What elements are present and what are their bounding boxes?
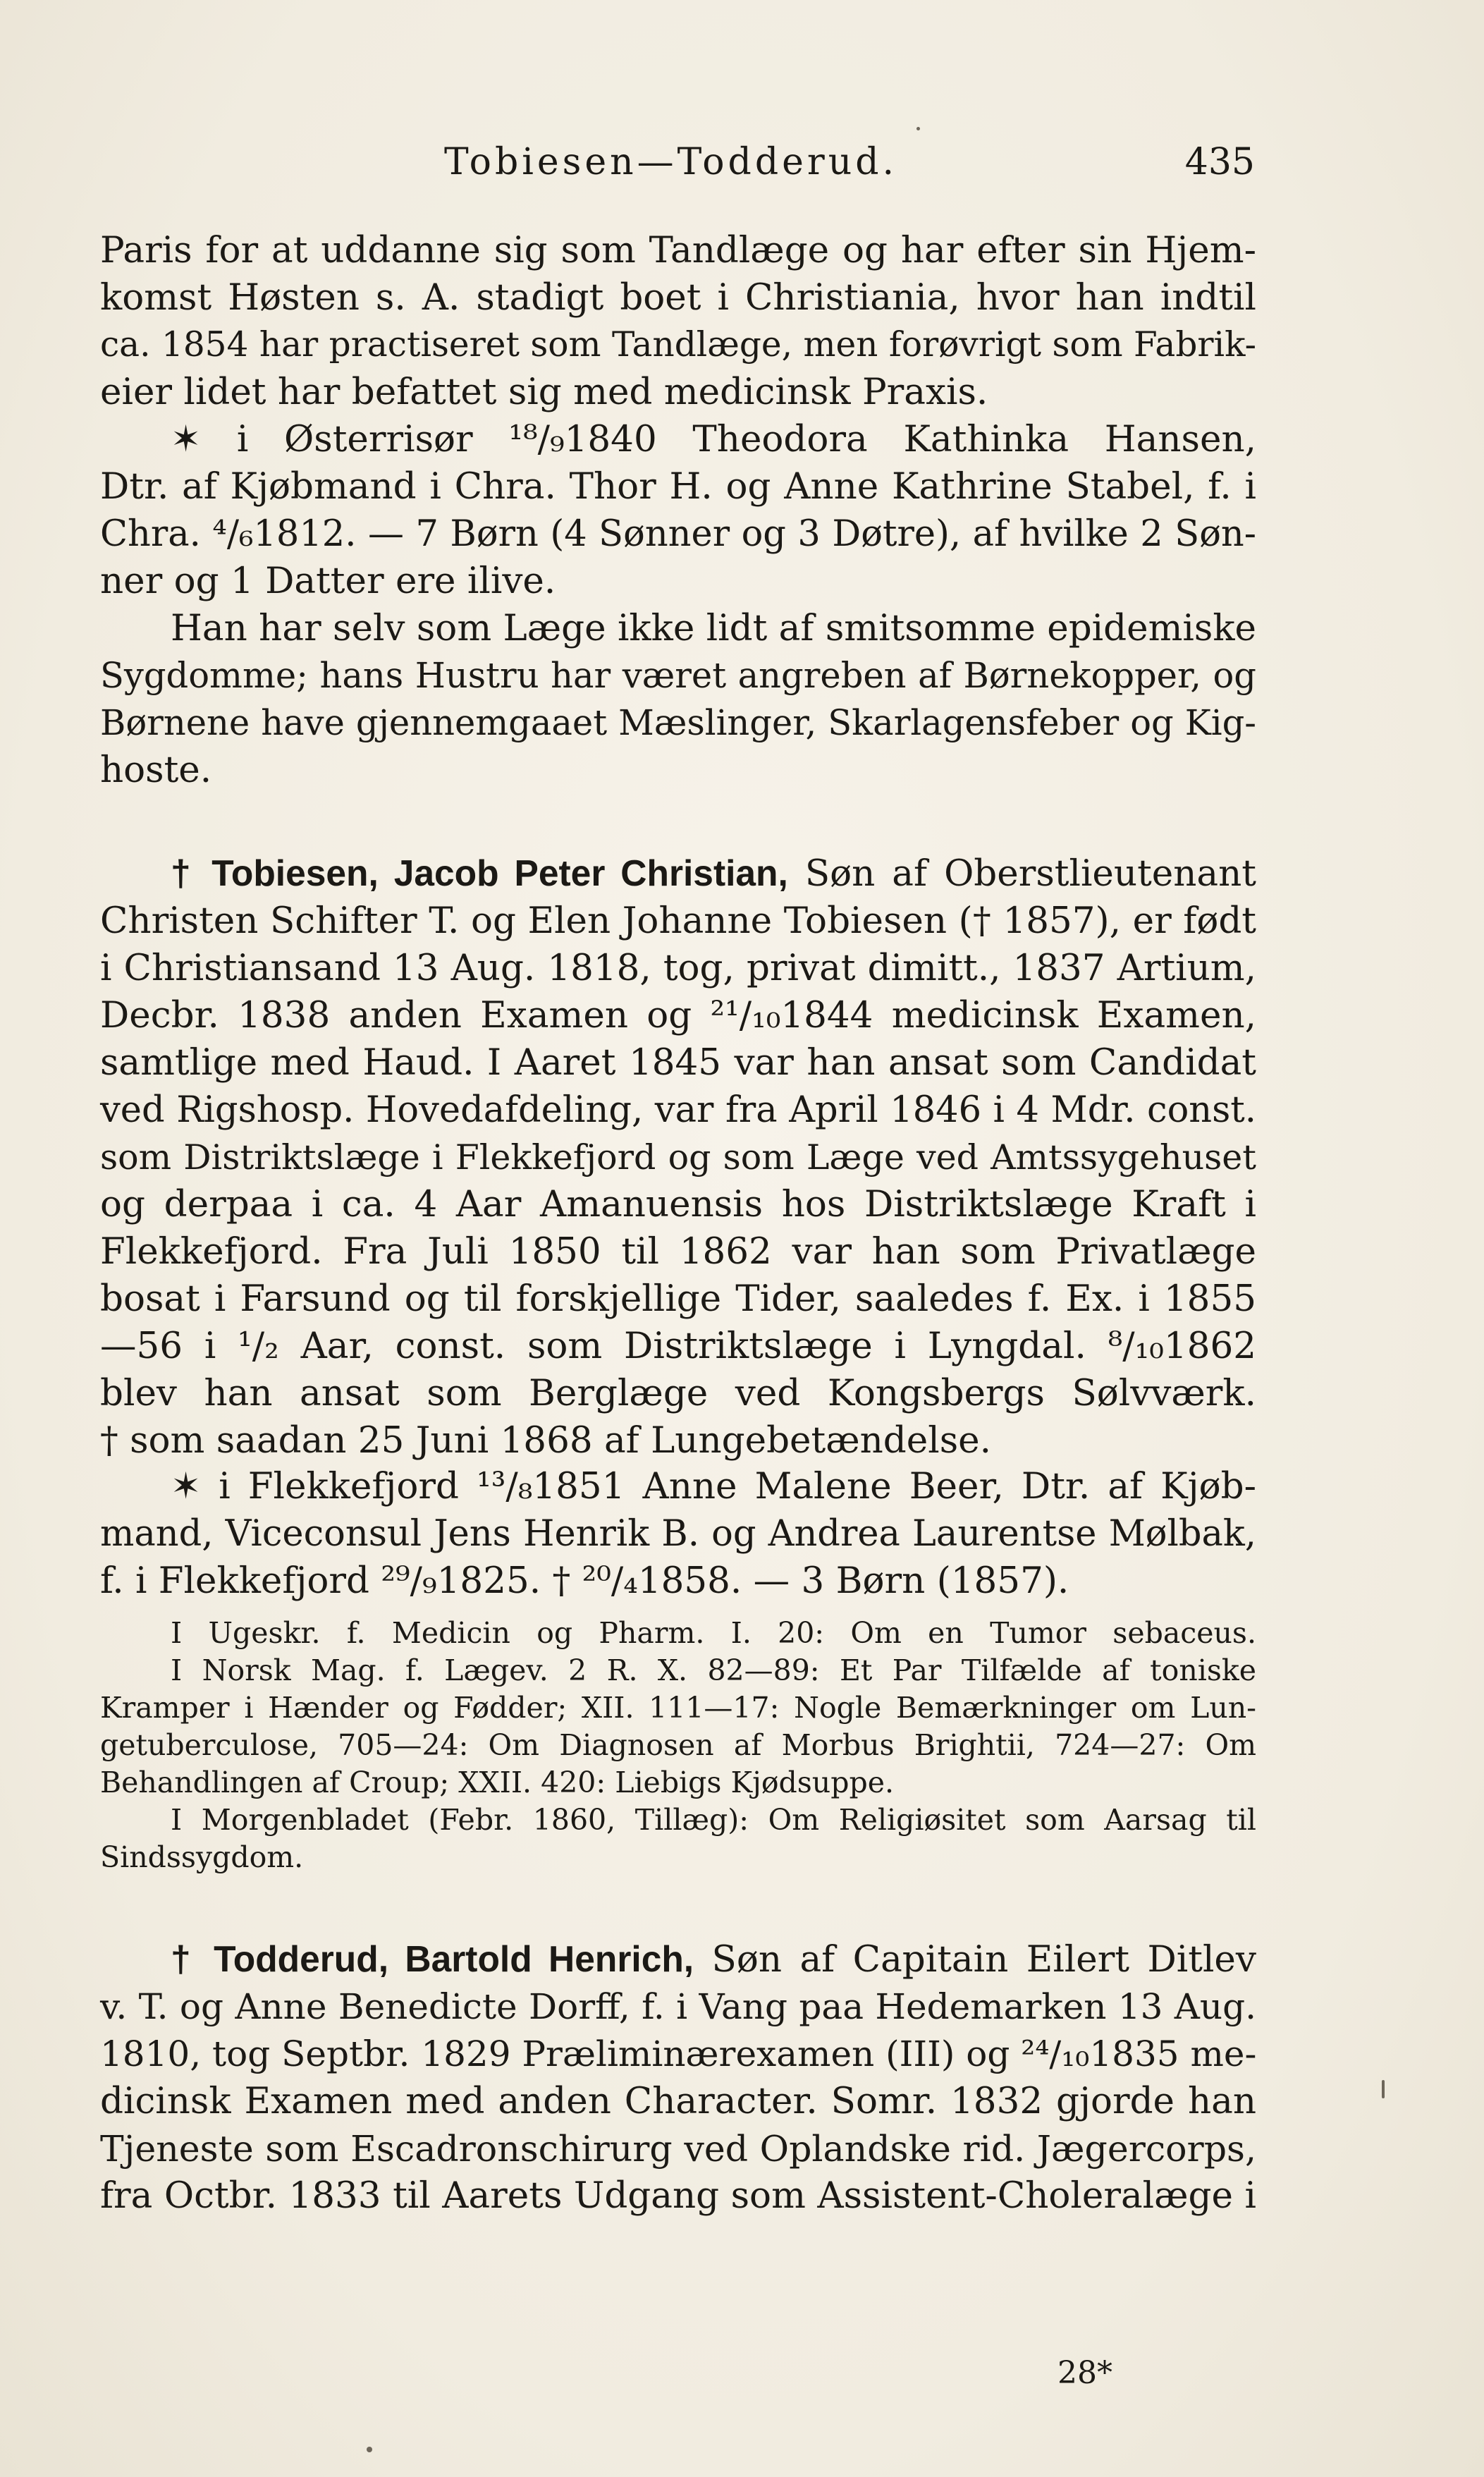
entry-first-line-text: Søn af Oberstlieutenant — [787, 852, 1256, 895]
text-line: Dtr. af Kjøbmand i Chra. Thor H. og Anne Kathrine Stabel, f. i — [100, 465, 1256, 508]
entry-todderud — [100, 1935, 1256, 2220]
text-line: Tjeneste som Escadronschirurg ved Oplandske rid. Jægercorps, — [100, 2128, 1256, 2170]
bibliography — [100, 1615, 1256, 1876]
paragraph-marriage-1 — [100, 416, 1256, 605]
text-line: —56 i ¹/₂ Aar, const. som Distriktslæge i Lyngdal. ⁸/₁₀1862 — [100, 1325, 1256, 1367]
running-head: Tobiesen—Todderud. — [444, 141, 898, 183]
text-line: Paris for at uddanne sig som Tandlæge og har efter sin Hjem- — [100, 229, 1256, 271]
entry-tobiesen — [100, 850, 1256, 1464]
text-line: 1810, tog Septbr. 1829 Præliminærexamen (III) og ²⁴/₁₀1835 me- — [100, 2033, 1257, 2074]
text-line: eier lidet har befattet sig med medicinsk Praxis. — [100, 371, 988, 413]
paper-speck — [916, 127, 920, 130]
text-line: hoste. — [100, 749, 212, 791]
paragraph-marriage-2 — [100, 1463, 1256, 1605]
text-line: v. T. og Anne Benedicte Dorff, f. i Vang paa Hedemarken 13 Aug. — [100, 1986, 1256, 2027]
bibliography-line: Sindssygdom. — [100, 1840, 304, 1874]
paper-speck — [367, 2447, 372, 2452]
paper-speck — [1382, 2080, 1385, 2098]
text-line: † som saadan 25 Juni 1868 af Lungebetændelse. — [100, 1419, 991, 1462]
bibliography-line: Behandlingen af Croup; XXII. 420: Liebigs Kjødsuppe. — [100, 1766, 894, 1799]
text-line: samtlige med Haud. I Aaret 1845 var han ansat som Candidat — [100, 1041, 1256, 1084]
text-line: mand, Viceconsul Jens Henrik B. og Andrea Laurentse Mølbak, — [100, 1513, 1256, 1555]
entry-heading: † Todderud, Bartold Henrich, — [171, 1938, 694, 1979]
bibliography-line: I Ugeskr. f. Medicin og Pharm. I. 20: Om en Tumor sebaceus. — [171, 1616, 1256, 1650]
text-line: ✶ i Østerrisør ¹⁸/₉1840 Theodora Kathinka Hansen, — [171, 418, 1256, 460]
text-line: f. i Flekkefjord ²⁹/₉1825. † ²⁰/₄1858. — 3 Børn (1857). — [100, 1560, 1069, 1602]
entry-first-line — [100, 1935, 1256, 1983]
bibliography-line: getuberculose, 705—24: Om Diagnosen af Morbus Brightii, 724—27: Om — [100, 1728, 1256, 1762]
text-line: i Christiansand 13 Aug. 1818, tog, privat dimitt., 1837 Artium, — [100, 947, 1256, 989]
text-line: Chra. ⁴/₆1812. — 7 Børn (4 Sønner og 3 Døtre), af hvilke 2 Søn- — [100, 513, 1256, 555]
bibliography-line: I Norsk Mag. f. Lægev. 2 R. X. 82—89: Et Par Tilfælde af toniske — [171, 1653, 1256, 1687]
text-line: bosat i Farsund og til forskjellige Tider, saaledes f. Ex. i 1855 — [100, 1278, 1256, 1320]
text-line: Christen Schifter T. og Elen Johanne Tobiesen († 1857), er født — [100, 900, 1256, 942]
text-line: og derpaa i ca. 4 Aar Amanuensis hos Distriktslæge Kraft i — [100, 1183, 1256, 1225]
text-line: Han har selv som Læge ikke lidt af smitsomme epidemiske — [171, 607, 1256, 649]
entry-first-line — [100, 850, 1256, 898]
text-line: komst Høsten s. A. stadigt boet i Christiania, hvor han indtil — [100, 276, 1256, 319]
page-header — [99, 141, 1255, 190]
entry-first-line-text: Søn af Capitain Eilert Ditlev — [694, 1938, 1256, 1981]
entry-heading: † Tobiesen, Jacob Peter Christian, — [171, 852, 788, 893]
text-line: fra Octbr. 1833 til Aarets Udgang som Assistent-Choleralæge i — [100, 2175, 1256, 2217]
text-line: Flekkefjord. Fra Juli 1850 til 1862 var han som Privatlæge — [100, 1230, 1256, 1273]
text-line: blev han ansat som Berglæge ved Kongsbergs Sølvværk. — [100, 1372, 1256, 1414]
text-line: ved Rigshosp. Hovedafdeling, var fra April 1846 i 4 Mdr. const. — [100, 1089, 1256, 1131]
bibliography-line: Kramper i Hænder og Fødder; XII. 111—17: Nogle Bemærkninger om Lun- — [100, 1691, 1256, 1725]
paragraph-continuation — [100, 227, 1256, 416]
text-line: ca. 1854 har practiseret som Tandlæge, men forøvrigt som Fabrik- — [100, 325, 1256, 365]
text-line: dicinsk Examen med anden Character. Somr. 1832 gjorde han — [100, 2080, 1256, 2122]
text-line: Decbr. 1838 anden Examen og ²¹/₁₀1844 medicinsk Examen, — [100, 994, 1256, 1036]
text-line: Sygdomme; hans Hustru har været angreben af Børnekopper, og — [100, 655, 1256, 696]
signature-mark: 28* — [1057, 2355, 1112, 2391]
text-line: Børnene have gjennemgaaet Mæslinger, Skarlagensfeber og Kig- — [100, 702, 1256, 743]
text-line: ✶ i Flekkefjord ¹³/₈1851 Anne Malene Beer, Dtr. af Kjøb- — [171, 1465, 1256, 1507]
bibliography-line: I Morgenbladet (Febr. 1860, Tillæg): Om Religiøsitet som Aarsag til — [171, 1803, 1256, 1837]
paragraph-illness — [100, 605, 1256, 794]
text-line: som Distriktslæge i Flekkefjord og som Læge ved Amtssygehuset — [100, 1137, 1256, 1178]
page-number: 435 — [1184, 141, 1255, 183]
text-line: ner og 1 Datter ere ilive. — [100, 560, 556, 602]
